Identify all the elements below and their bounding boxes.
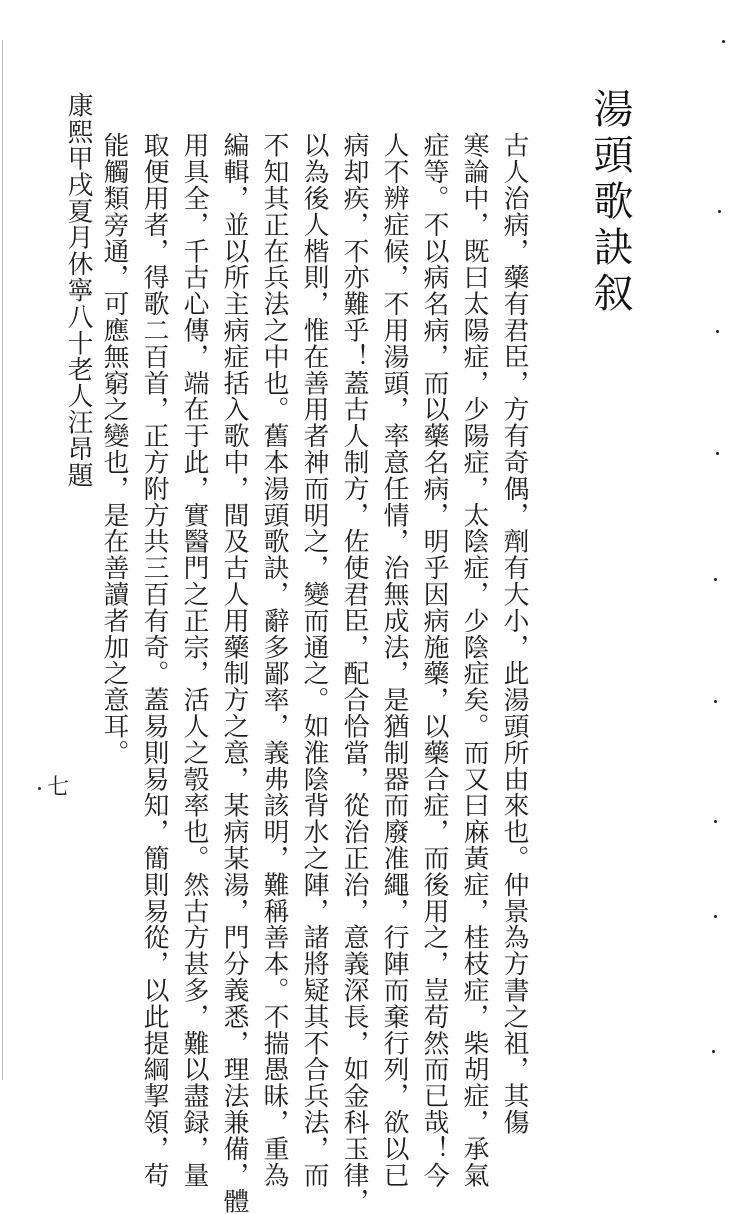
scan-speck: [718, 210, 721, 213]
text-column-11: 能觸類旁通，可應無窮之變也，是在善讀者加之意耳。: [99, 132, 129, 766]
page-title: 湯頭歌訣叙: [587, 88, 633, 318]
text-column-2: 寒論中，既曰太陽症，少陽症，太陰症，少陰症矣。而又曰麻黃症，桂枝症，柴胡症，承氣: [459, 132, 489, 1188]
scan-speck: [722, 40, 725, 43]
scan-speck: [714, 915, 717, 918]
text-column-10: 取便用者，得歌二百首，正方附方共三百有奇。蓋易則易知，簡則易從，以此提綱挈領，苟: [139, 132, 169, 1188]
text-column-5: 病却疾，不亦難乎！蓋古人制方，佐使君臣，配合恰當，從治正治，意義深長，如金科玉律，: [339, 132, 369, 1214]
text-column-8: 編輯，並以所主病症括入歌中，間及古人用藥制方之意，某病某湯，門分義悉，理法兼備，體: [219, 132, 249, 1214]
page-number-dot: [38, 787, 41, 790]
scan-speck: [716, 330, 719, 333]
text-column-7: 不知其正在兵法之中也。舊本湯頭歌訣，辭多鄙率，義弗該明，難稱善本。不揣愚昧，重為: [259, 132, 289, 1188]
author-signature: 康熙甲戌夏月休寧八十老人汪昂題: [63, 92, 93, 488]
text-column-1: 古人治病，藥有君臣，方有奇偶，劑有大小，此湯頭所由來也。仲景為方書之祖，其傷: [499, 132, 529, 1136]
page-number-text: 七: [47, 775, 70, 800]
page-number: [38, 770, 69, 801]
text-column-9: 用具全，千古心傳，端在于此，實醫門之正宗，活人之彀率也。然古方甚多，難以盡録，量: [179, 132, 209, 1188]
text-column-4: 人不辨症候，不用湯頭，率意任情，治無成法，是猶制器而廢准繩，行陣而棄行列，欲以已: [379, 132, 409, 1188]
scan-speck: [714, 820, 717, 823]
scan-speck: [716, 452, 719, 455]
scan-speck: [714, 578, 717, 581]
text-column-6: 以為後人楷則，惟在善用者神而明之，變而通之。如淮陰背水之陣，諸將疑其不合兵法，而: [299, 132, 329, 1188]
scan-speck: [712, 1050, 715, 1053]
text-column-3: 症等。不以病名病，而以藥名病，明乎因病施藥，以藥合症，而後用之，豈苟然而已哉！今: [419, 132, 449, 1188]
scan-speck: [714, 700, 717, 703]
scan-edge-line: [2, 40, 3, 1080]
